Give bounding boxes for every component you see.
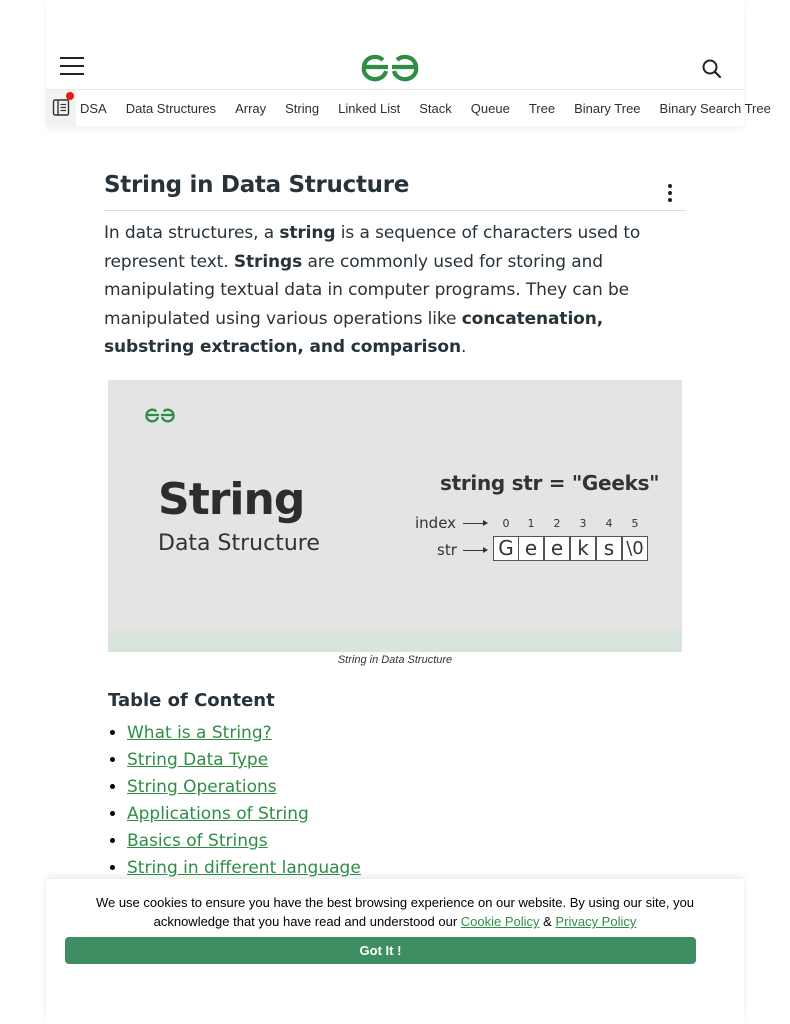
index-3: 3 (579, 517, 587, 530)
nav-item-queue[interactable]: Queue (470, 100, 510, 116)
toc-link-what-is-a-string[interactable]: What is a String? (127, 723, 272, 743)
got-it-button[interactable]: Got It ! (65, 937, 696, 964)
nav-item-tree[interactable]: Tree (528, 100, 556, 116)
index-1: 1 (527, 517, 535, 530)
list-item (108, 800, 682, 827)
nav-item-binary-tree[interactable]: Binary Tree (574, 100, 641, 116)
nav-item-linked-list[interactable]: Linked List (338, 100, 401, 116)
toc-link-string-operations[interactable]: String Operations (127, 777, 277, 797)
list-item (108, 719, 682, 746)
str-label: str (437, 541, 457, 559)
list-item (108, 827, 682, 854)
char-cell: e (544, 536, 570, 561)
notification-dot (66, 92, 74, 100)
index-2: 2 (553, 517, 561, 530)
figure-logo-icon (144, 407, 176, 423)
article (104, 160, 686, 362)
index-4: 4 (605, 517, 613, 530)
cookie-text: We use cookies to ensure you have the best browsing experience on our website. By using our site, you acknowledge that you have read and understood our Cookie Policy & Privacy Policy (95, 895, 695, 929)
toc-link-string-data-type[interactable]: String Data Type (127, 750, 269, 770)
gfg-logo-icon[interactable] (359, 52, 421, 82)
topic-nav (46, 89, 771, 125)
figure-caption: String in Data Structure (337, 654, 453, 666)
search-icon[interactable] (700, 57, 724, 81)
list-item (108, 746, 682, 773)
index-arrow (463, 523, 487, 524)
site-header (46, 0, 771, 126)
nav-item-array[interactable]: Array (235, 100, 267, 116)
figure-title: String (158, 474, 305, 525)
nav-item-data-structures[interactable]: Data Structures (125, 100, 217, 116)
title-divider (104, 210, 686, 211)
index-label: index (415, 514, 457, 532)
char-cell: G (493, 536, 519, 561)
char-cell: s (596, 536, 622, 561)
toc-link-basics-of-strings[interactable]: Basics of Strings (127, 831, 268, 851)
page-title: String in Data Structure (104, 172, 410, 198)
char-cell: k (570, 536, 596, 561)
figure-footer-strip (108, 630, 682, 652)
toc-link-applications-of-string[interactable]: Applications of String (127, 804, 309, 824)
list-item (108, 773, 682, 800)
str-arrow (463, 550, 487, 551)
privacy-policy-link[interactable]: Privacy Policy (555, 914, 637, 929)
intro-paragraph: In data structures, a string is a sequence of characters used to represent text. Strings are commonly used for storing and manipulating textual data in computer programs. They can be manipulated using various operations like concatenation, substring extraction, and comparison. (104, 223, 641, 358)
figure-code: string str = "Geeks" (440, 471, 660, 495)
toc-title: Table of Content (108, 690, 275, 711)
index-5: 5 (631, 517, 639, 530)
table-of-content (108, 690, 682, 881)
list-item (108, 854, 682, 881)
cookie-banner (46, 879, 744, 1024)
nav-item-dsa[interactable]: DSA (80, 100, 107, 116)
char-cell: \0 (622, 536, 648, 561)
nav-item-string[interactable]: String (285, 100, 320, 116)
nav-toggle-button[interactable] (46, 90, 76, 126)
toc-link-string-in-different-language[interactable]: String in different language (127, 858, 361, 878)
figure-subtitle: Data Structure (158, 531, 320, 556)
index-0: 0 (502, 517, 510, 530)
kebab-menu-icon[interactable] (664, 184, 676, 204)
nav-item-stack[interactable]: Stack (419, 100, 452, 116)
nav-item-binary-search-tree[interactable]: Binary Search Tree (659, 100, 771, 116)
char-cell: e (518, 536, 544, 561)
article-figure (108, 380, 682, 652)
book-icon (52, 98, 70, 118)
hamburger-icon[interactable] (60, 57, 86, 77)
cookie-policy-link[interactable]: Cookie Policy (460, 914, 540, 929)
